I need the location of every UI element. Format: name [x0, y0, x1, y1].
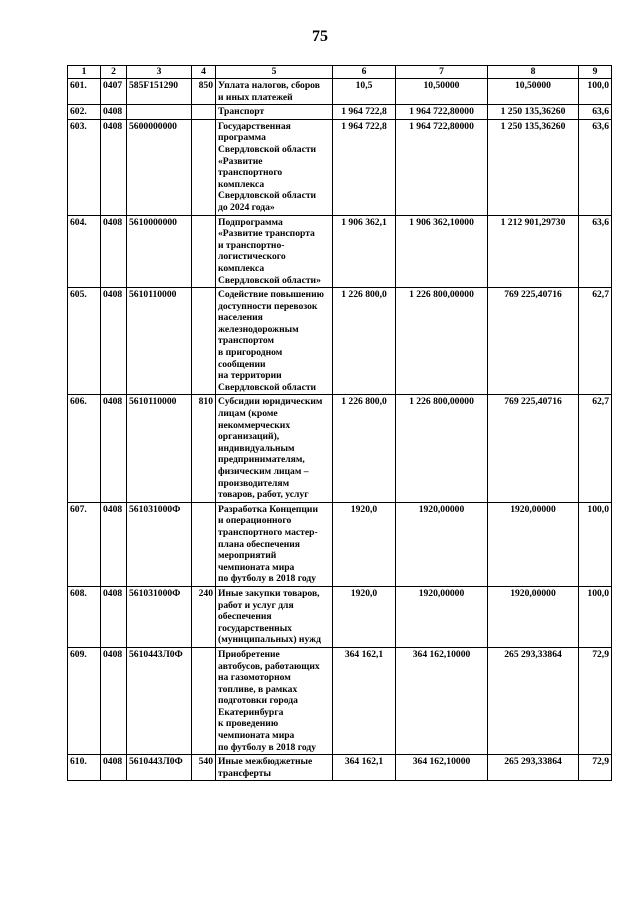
execution-percent: 63,6 — [579, 105, 612, 120]
item-name: Приобретение автобусов, работающих на газомоторном топливе, в рамках подготовки города Екатеринбурга к проведению чемпионата мира по футболу в 2018 году — [216, 647, 333, 754]
item-name: Иные закупки товаров, работ и услуг для обеспечения государственных (муниципальных) нужд — [216, 586, 333, 647]
revised-amount: 1 964 722,80000 — [396, 105, 488, 120]
item-name: Субсидии юридическим лицам (кроме некоммерческих организаций), индивидуальным предпринимателям, физическим лицам – производителям товаров, работ, услуг — [216, 395, 333, 502]
revised-amount: 364 162,10000 — [396, 647, 488, 754]
planned-amount: 364 162,1 — [333, 647, 396, 754]
item-name: Транспорт — [216, 105, 333, 120]
target-code: 585F151290 — [127, 79, 192, 105]
executed-amount: 1 250 135,36260 — [488, 105, 579, 120]
expense-type-code: 810 — [192, 395, 216, 502]
planned-amount: 1 226 800,0 — [333, 395, 396, 502]
expense-type-code — [192, 288, 216, 395]
row-number: 604. — [68, 215, 101, 288]
column-header: 6 — [333, 66, 396, 79]
planned-amount: 1920,0 — [333, 586, 396, 647]
column-header: 5 — [216, 66, 333, 79]
target-code: 5610000000 — [127, 215, 192, 288]
item-name: Разработка Концепции и операционного транспортного мастер- плана обеспечения мероприятий чемпионата мира по футболу в 2018 году — [216, 502, 333, 586]
expense-type-code — [192, 647, 216, 754]
column-header: 3 — [127, 66, 192, 79]
execution-percent: 62,7 — [579, 288, 612, 395]
expense-type-code — [192, 119, 216, 215]
execution-percent: 63,6 — [579, 119, 612, 215]
table-row — [68, 395, 612, 502]
revised-amount: 10,50000 — [396, 79, 488, 105]
execution-percent: 62,7 — [579, 395, 612, 502]
table-row — [68, 215, 612, 288]
row-number: 603. — [68, 119, 101, 215]
expense-type-code: 540 — [192, 755, 216, 781]
table-row — [68, 119, 612, 215]
expense-type-code: 850 — [192, 79, 216, 105]
column-header: 8 — [488, 66, 579, 79]
target-code: 5600000000 — [127, 119, 192, 215]
row-number: 606. — [68, 395, 101, 502]
expense-type-code — [192, 215, 216, 288]
executed-amount: 1920,00000 — [488, 502, 579, 586]
column-header: 1 — [68, 66, 101, 79]
planned-amount: 1 906 362,1 — [333, 215, 396, 288]
item-name: Иные межбюджетные трансферты — [216, 755, 333, 781]
target-code: 5610110000 — [127, 288, 192, 395]
execution-percent: 63,6 — [579, 215, 612, 288]
executed-amount: 769 225,40716 — [488, 288, 579, 395]
target-code: 5610443Л0Ф — [127, 647, 192, 754]
executed-amount: 1 250 135,36260 — [488, 119, 579, 215]
column-header: 7 — [396, 66, 488, 79]
section-code: 0408 — [101, 647, 127, 754]
revised-amount: 1 226 800,00000 — [396, 395, 488, 502]
execution-percent: 100,0 — [579, 79, 612, 105]
table-row — [68, 288, 612, 395]
execution-percent: 100,0 — [579, 586, 612, 647]
planned-amount: 1 964 722,8 — [333, 119, 396, 215]
item-name: Содействие повышению доступности перевозок населения железнодорожным транспортом в пригородном сообщении на территории Свердловской области — [216, 288, 333, 395]
planned-amount: 10,5 — [333, 79, 396, 105]
executed-amount: 769 225,40716 — [488, 395, 579, 502]
executed-amount: 265 293,33864 — [488, 647, 579, 754]
row-number: 602. — [68, 105, 101, 120]
revised-amount: 1 226 800,00000 — [396, 288, 488, 395]
page-number: 75 — [312, 28, 328, 45]
item-name: Государственная программа Свердловской области «Развитие транспортного комплекса Свердловской области до 2024 года» — [216, 119, 333, 215]
row-number: 608. — [68, 586, 101, 647]
table-row — [68, 586, 612, 647]
row-number: 610. — [68, 755, 101, 781]
row-number: 609. — [68, 647, 101, 754]
executed-amount: 1920,00000 — [488, 586, 579, 647]
target-code: 561031000Ф — [127, 586, 192, 647]
expense-type-code: 240 — [192, 586, 216, 647]
target-code: 5610443Л0Ф — [127, 755, 192, 781]
planned-amount: 1 226 800,0 — [333, 288, 396, 395]
planned-amount: 1920,0 — [333, 502, 396, 586]
row-number: 601. — [68, 79, 101, 105]
target-code: 561031000Ф — [127, 502, 192, 586]
table-row — [68, 105, 612, 120]
section-code: 0408 — [101, 395, 127, 502]
item-name: Подпрограмма «Развитие транспорта и транспортно- логистического комплекса Свердловской области» — [216, 215, 333, 288]
budget-table — [67, 65, 612, 781]
table-row — [68, 502, 612, 586]
execution-percent: 72,9 — [579, 755, 612, 781]
executed-amount: 1 212 901,29730 — [488, 215, 579, 288]
section-code: 0408 — [101, 755, 127, 781]
item-name: Уплата налогов, сборов и иных платежей — [216, 79, 333, 105]
expense-type-code — [192, 105, 216, 120]
header-row — [68, 66, 612, 79]
table-row — [68, 755, 612, 781]
section-code: 0408 — [101, 119, 127, 215]
expense-type-code — [192, 502, 216, 586]
column-header: 2 — [101, 66, 127, 79]
row-number: 607. — [68, 502, 101, 586]
section-code: 0407 — [101, 79, 127, 105]
table-row — [68, 647, 612, 754]
column-header: 4 — [192, 66, 216, 79]
section-code: 0408 — [101, 502, 127, 586]
column-header: 9 — [579, 66, 612, 79]
planned-amount: 1 964 722,8 — [333, 105, 396, 120]
revised-amount: 1920,00000 — [396, 502, 488, 586]
section-code: 0408 — [101, 215, 127, 288]
target-code — [127, 105, 192, 120]
execution-percent: 100,0 — [579, 502, 612, 586]
row-number: 605. — [68, 288, 101, 395]
executed-amount: 10,50000 — [488, 79, 579, 105]
revised-amount: 364 162,10000 — [396, 755, 488, 781]
revised-amount: 1 964 722,80000 — [396, 119, 488, 215]
revised-amount: 1 906 362,10000 — [396, 215, 488, 288]
section-code: 0408 — [101, 105, 127, 120]
section-code: 0408 — [101, 586, 127, 647]
table-row — [68, 79, 612, 105]
executed-amount: 265 293,33864 — [488, 755, 579, 781]
execution-percent: 72,9 — [579, 647, 612, 754]
target-code: 5610110000 — [127, 395, 192, 502]
revised-amount: 1920,00000 — [396, 586, 488, 647]
planned-amount: 364 162,1 — [333, 755, 396, 781]
section-code: 0408 — [101, 288, 127, 395]
